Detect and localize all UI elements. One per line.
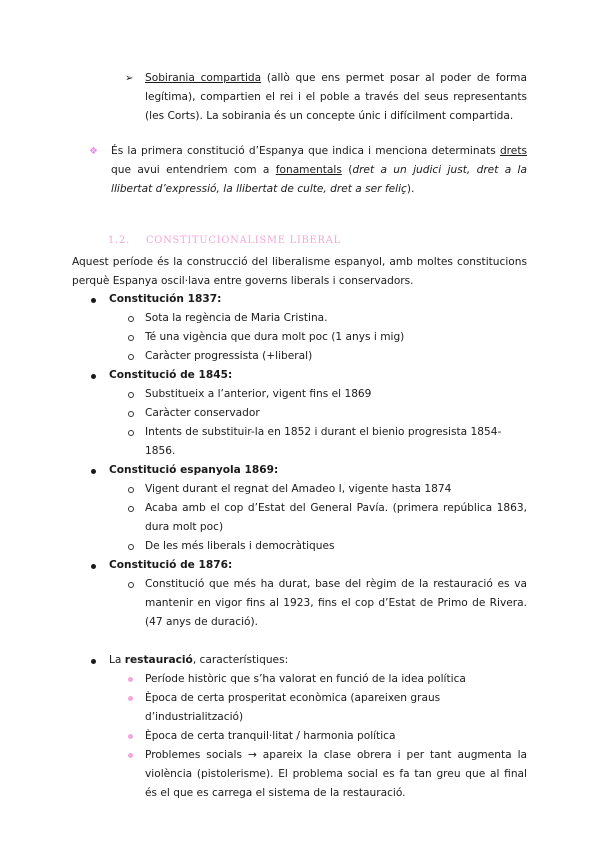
arrow-bullet-icon: ➢	[125, 73, 134, 84]
sobirania-term: Sobirania compartida	[145, 72, 262, 84]
paragraph-text: (	[341, 164, 353, 176]
pink-bullet-icon	[128, 677, 133, 682]
title-colon: :	[217, 293, 222, 305]
sub-list-item	[72, 689, 527, 727]
sub-item-text: Vigent durant el regnat del Amadeo I, vigente hasta 1874	[145, 483, 452, 495]
circle-bullet-icon	[128, 430, 134, 436]
sub-list-item	[72, 575, 527, 632]
intro-paragraph: Aquest període és la construcció del liberalisme espanyol, amb moltes constitucions perquè Espanya oscil·lava entre governs liberals i conservadors.	[72, 256, 527, 287]
sub-list-item	[72, 480, 527, 499]
list-item	[72, 556, 527, 575]
circle-bullet-icon	[128, 487, 134, 493]
sub-item-text: Caràcter conservador	[145, 407, 260, 419]
constitution-title: Constitució de 1876	[109, 559, 229, 571]
restauracio-post: , característiques:	[192, 654, 289, 666]
circle-bullet-icon	[128, 335, 134, 341]
sub-list-item	[72, 499, 527, 537]
diamond-bullet-icon: ❖	[89, 146, 98, 157]
sub-list-item	[72, 727, 527, 746]
pink-bullet-icon	[128, 734, 133, 739]
drets-term: drets	[499, 145, 527, 157]
sub-item-text: Caràcter progressista (+liberal)	[145, 350, 313, 362]
sub-item-text: Sota la regència de Maria Cristina.	[145, 312, 328, 324]
constitution-title: Constitució espanyola 1869	[109, 464, 274, 476]
circle-bullet-icon	[128, 354, 134, 360]
paragraph-text: És la primera constitució d’Espanya que indica i menciona determinats	[111, 145, 500, 157]
list-item	[72, 366, 527, 385]
circle-bullet-icon	[128, 506, 134, 512]
sub-item-text: Època de certa tranquil·litat / harmonia política	[145, 730, 396, 742]
sub-list-item	[72, 309, 527, 328]
title-colon: :	[228, 369, 233, 381]
bullet-icon	[91, 564, 96, 569]
list-item	[72, 651, 527, 670]
bullet-icon	[91, 374, 96, 379]
rights-examples: dret a un judici just, dret a la llibertat d’expressió, la llibertat de culte, dret a ser feliç	[111, 164, 527, 195]
sobirania-text: (allò que ens permet posar al poder de forma legítima), compartien el rei i el poble a través del seus representants (les Corts). La sobirania és un concepte únic i difícilment compartida.	[145, 72, 527, 122]
restauracio-pre: La	[109, 654, 125, 666]
pink-bullet-icon	[128, 696, 133, 701]
sub-item-text: De les més liberals i democràtiques	[145, 540, 335, 552]
sobirania-paragraph	[127, 69, 527, 126]
list-item	[72, 290, 527, 309]
constitution-title: Constitució de 1845	[109, 369, 229, 381]
sub-list-item	[72, 404, 527, 423]
title-colon: :	[228, 559, 233, 571]
paragraph-text: ).	[406, 183, 415, 195]
sub-list-item	[72, 385, 527, 404]
sub-item-text: Té una vigència que dura molt poc (1 anys i mig)	[145, 331, 405, 343]
sub-list-item	[72, 746, 527, 803]
section-number: 1.2.	[108, 235, 130, 246]
sub-list-item	[72, 347, 527, 366]
constitution-title: Constitución 1837	[109, 293, 218, 305]
paragraph-text: que avui entendriem com a	[111, 164, 276, 176]
constitutions-list	[72, 290, 527, 803]
section-heading	[108, 235, 341, 246]
sub-item-text: Acaba amb el cop d’Estat del General Pavía. (primera república 1863, dura molt poc)	[145, 502, 527, 533]
bullet-icon	[91, 469, 96, 474]
restauracio-term: restauració	[124, 654, 193, 666]
section-title: CONSTITUCIONALISME LIBERAL	[146, 235, 341, 246]
sub-item-text: Època de certa prosperitat econòmica (apareixen graus d’industrialització)	[145, 692, 441, 723]
circle-bullet-icon	[128, 392, 134, 398]
sub-list-item	[72, 537, 527, 556]
fonamentals-term: fonamentals	[275, 164, 342, 176]
sub-item-text: Període històric que s’ha valorat en funció de la idea política	[145, 673, 466, 685]
bullet-icon	[91, 659, 96, 664]
pink-bullet-icon	[128, 753, 133, 758]
circle-bullet-icon	[128, 582, 134, 588]
circle-bullet-icon	[128, 544, 134, 550]
sub-item-text: Problemes socials → apareix la clase obrera i per tant augmenta la violència (pistolerisme). El problema social es fa tan greu que al final és el que es carrega el sistema de la restauració.	[145, 749, 527, 799]
bullet-icon	[91, 298, 96, 303]
list-item	[72, 461, 527, 480]
circle-bullet-icon	[128, 411, 134, 417]
sub-list-item	[72, 423, 527, 461]
circle-bullet-icon	[128, 316, 134, 322]
sub-list-item	[72, 328, 527, 347]
sub-list-item	[72, 670, 527, 689]
sub-item-text: Constitució que més ha durat, base del règim de la restauració es va mantenir en vigor fins al 1923, fins el cop d’Estat de Primo de Rivera. (47 anys de duració).	[145, 578, 527, 628]
primera-constitucio-paragraph	[89, 142, 527, 199]
sub-item-text: Substitueix a l’anterior, vigent fins el 1869	[145, 388, 372, 400]
title-colon: :	[273, 464, 279, 476]
sub-item-text: Intents de substituir-la en 1852 i durant el bienio progresista 1854-1856.	[145, 426, 502, 457]
